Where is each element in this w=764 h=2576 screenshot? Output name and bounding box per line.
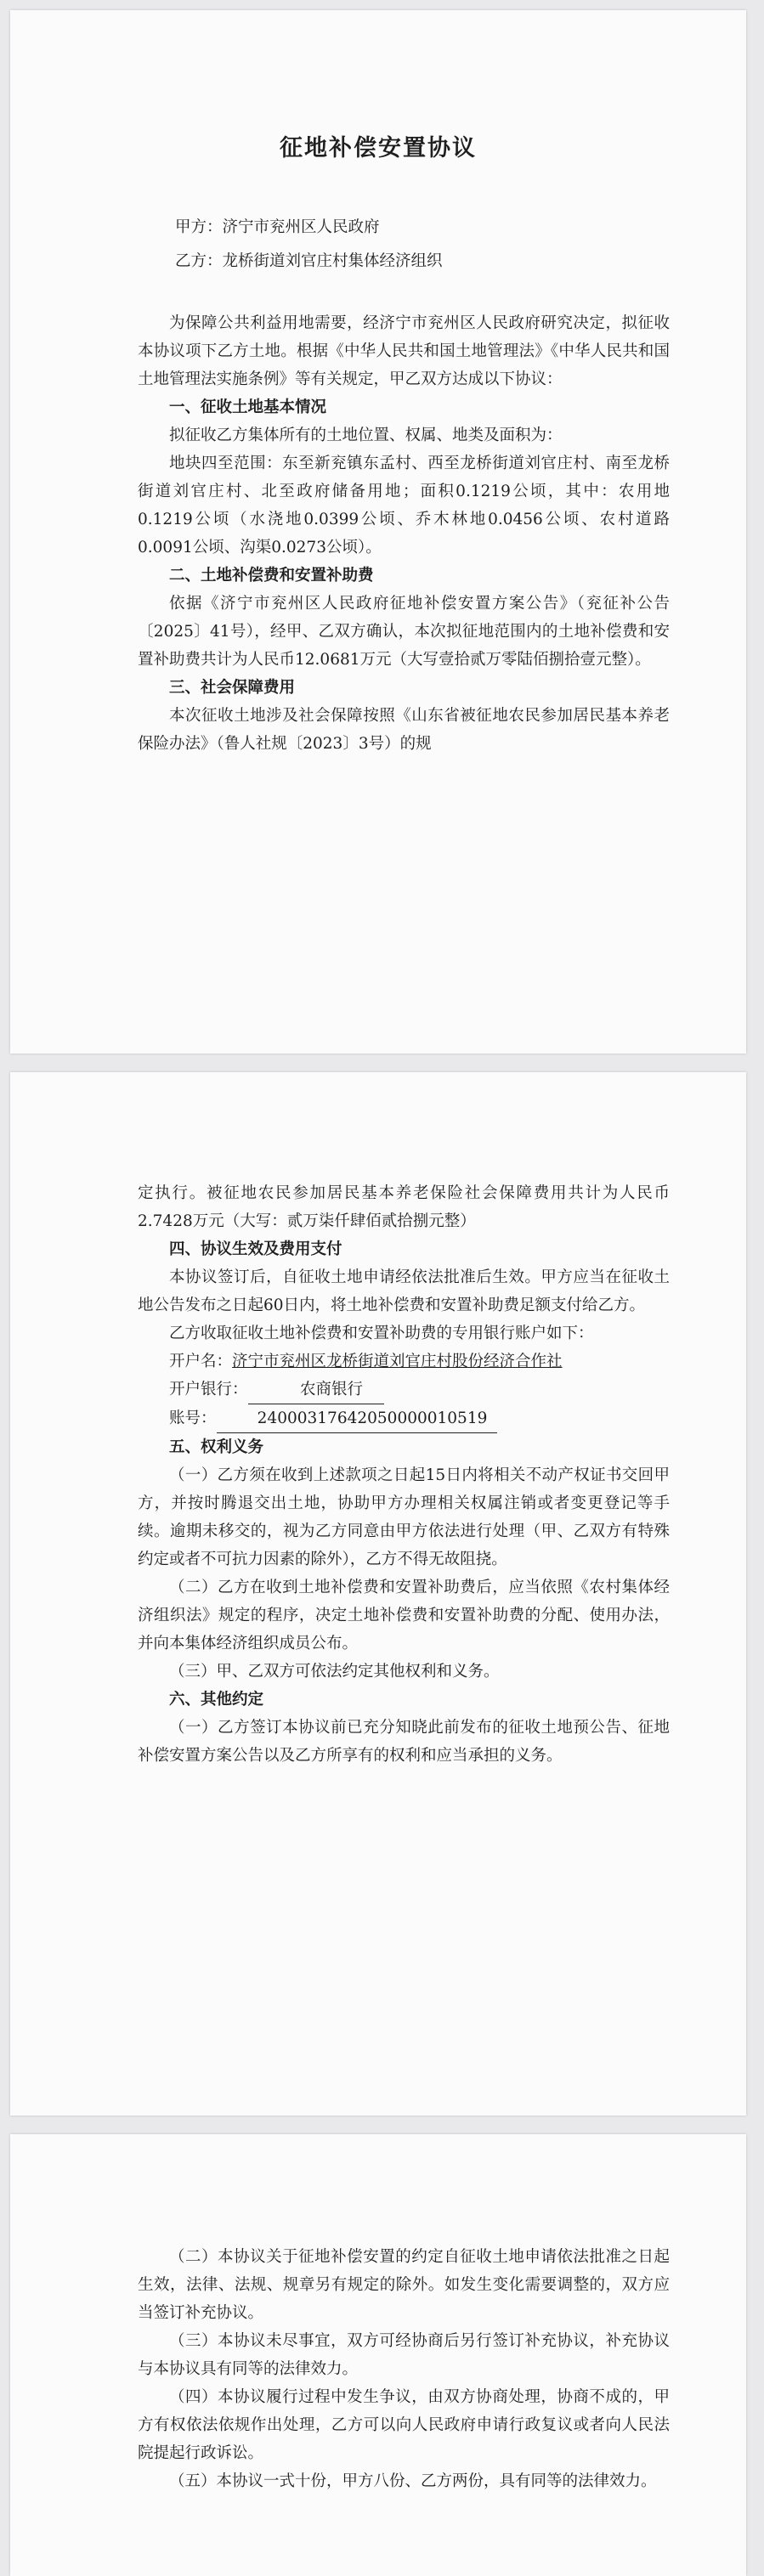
party-b: 乙方：龙桥街道刘官庄村集体经济组织 (175, 252, 443, 270)
section-2-paragraph-1: 依据《济宁市兖州区人民政府征地补偿安置方案公告》（兖征补公告〔2025〕41号），经甲、乙双方确认，本次拟征地范围内的土地补偿费和安置补助费共计为人民币12.0681万元（大写壹拾贰万零陆佰捌拾壹元整）。 (138, 595, 670, 669)
document-page-3 (10, 2134, 746, 2576)
document-title: 征地补偿安置协议 (280, 135, 477, 161)
section-3-paragraph-1-part-2: 定执行。被征地农民参加居民基本养老保险社会保障费用共计为人民币2.7428万元（大写：贰万柒仟肆佰贰拾捌元整） (138, 1184, 670, 1230)
section-3-paragraph-1-part-1: 本次征收土地涉及社会保障按照《山东省被征地农民参加居民基本养老保险办法》（鲁人社规〔2023〕3号）的规 (138, 707, 670, 753)
document-page-2 (10, 1072, 746, 2116)
section-4-paragraph-1: 本协议签订后，自征收土地申请经依法批准后生效。甲方应当在征收土地公告发布之日起60日内，将土地补偿费和安置补助费足额支付给乙方。 (138, 1268, 670, 1314)
section-1-heading: 一、征收土地基本情况 (169, 398, 327, 416)
account-name-row (138, 1347, 670, 1376)
section-6-paragraph-1: （一）乙方签订本协议前已充分知晓此前发布的征收土地预公告、征地补偿安置方案公告以及乙方所享有的权利和应当承担的义务。 (138, 1719, 670, 1765)
document-page-1 (10, 10, 746, 1054)
account-number-label: 账号： (169, 1409, 217, 1427)
account-name-value: 济宁市兖州区龙桥街道刘官庄村股份经济合作社 (232, 1353, 563, 1370)
bank-row (138, 1376, 670, 1404)
parties-block (138, 211, 670, 279)
section-6-paragraph-3: （三）本协议未尽事宜，双方可经协商后另行签订补充协议，补充协议与本协议具有同等的法律效力。 (138, 2332, 670, 2378)
section-4-paragraph-2: 乙方收取征收土地补偿费和安置补助费的专用银行账户如下： (169, 1325, 594, 1342)
intro-paragraph: 为保障公共利益用地需要，经济宁市兖州区人民政府研究决定，拟征收本协议项下乙方土地。根据《中华人民共和国土地管理法》《中华人民共和国土地管理法实施条例》等有关规定，甲乙双方达成以下协议： (138, 314, 670, 388)
section-5-paragraph-1: （一）乙方须在收到上述款项之日起15日内将相关不动产权证书交回甲方，并按时腾退交出土地，协助甲方办理相关权属注销或者变更登记等手续。逾期未移交的，视为乙方同意由甲方依法进行处理（甲、乙双方有特殊约定或者不可抗力因素的除外），乙方不得无故阻挠。 (138, 1466, 670, 1568)
section-5-paragraph-2: （二）乙方在收到土地补偿费和安置补助费后，应当依照《农村集体经济组织法》规定的程序，决定土地补偿费和安置补助费的分配、使用办法，并向本集体经济组织成员公布。 (138, 1579, 670, 1652)
section-4-heading: 四、协议生效及费用支付 (169, 1240, 342, 1258)
page-2-body (138, 1179, 670, 1770)
section-6-heading: 六、其他约定 (169, 1691, 264, 1709)
section-3-heading: 三、社会保障费用 (169, 679, 296, 697)
section-6-paragraph-5: （五）本协议一式十份，甲方八份、乙方两份，具有同等的法律效力。 (169, 2472, 657, 2490)
bank-value: 农商银行 (248, 1376, 384, 1404)
page-1-body (138, 309, 670, 758)
page-3-body (138, 2243, 670, 2495)
account-name-label: 开户名： (169, 1353, 233, 1370)
section-5-heading: 五、权利义务 (169, 1438, 264, 1456)
section-6-paragraph-2: （二）本协议关于征地补偿安置的约定自征收土地申请依法批准之日起生效，法律、法规、规章另有规定的除外。如发生变化需要调整的，双方应当签订补充协议。 (138, 2248, 670, 2322)
bank-label: 开户银行： (169, 1381, 248, 1398)
party-a: 甲方：济宁市兖州区人民政府 (175, 218, 380, 236)
section-5-paragraph-3: （三）甲、乙双方可依法约定其他权利和义务。 (169, 1663, 500, 1681)
section-2-heading: 二、土地补偿费和安置补助费 (169, 567, 374, 585)
section-1-paragraph-1: 拟征收乙方集体所有的土地位置、权属、地类及面积为： (169, 427, 563, 444)
account-number-row (138, 1404, 670, 1433)
account-number-value: 240003176420500000105​19 (217, 1404, 497, 1433)
section-1-paragraph-2: 地块四至范围：东至新兖镇东孟村、西至龙桥街道刘官庄村、南至龙桥街道刘官庄村、北至政府储备用地；面积0.1219公顷，其中：农用地0.1219公顷（水浇地0.0399公顷、乔木林地0.0456公顷、农村道路0.0091公顷、沟渠0.0273公顷）。 (138, 455, 670, 556)
section-6-paragraph-4: （四）本协议履行过程中发生争议，由双方协商处理，协商不成的，甲方有权依法依规作出处理，乙方可以向人民政府申请行政复议或者向人民法院提起行政诉讼。 (138, 2388, 670, 2462)
